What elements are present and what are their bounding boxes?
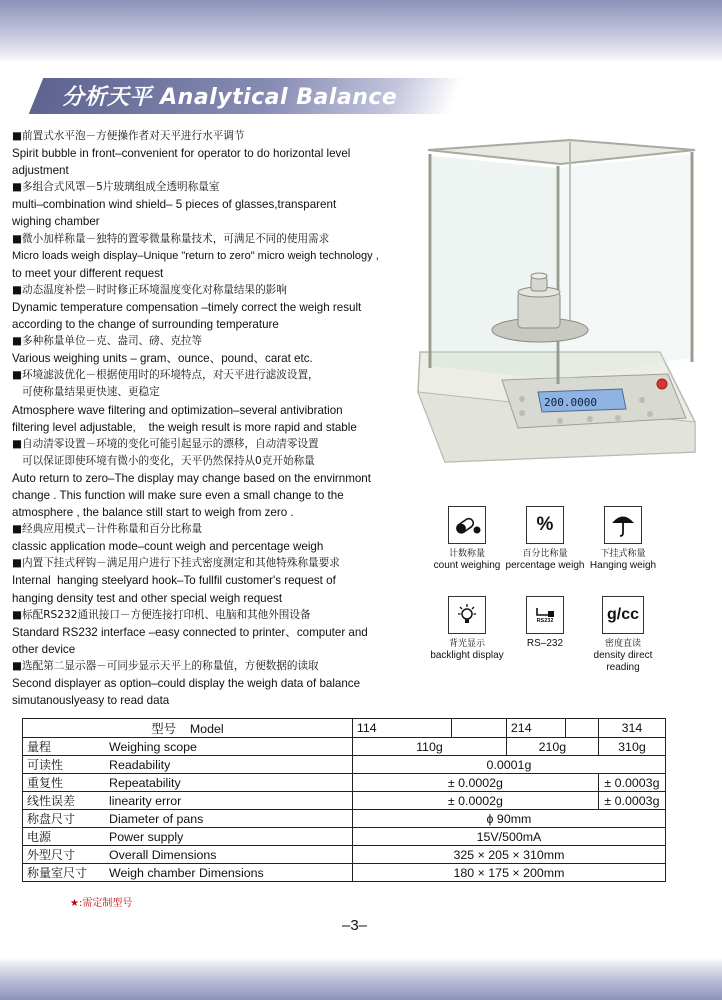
value-cell: 15V/500mA xyxy=(352,828,665,846)
icon-label-cn: 下挂式称量 xyxy=(600,549,646,559)
feature-en: multi–combination wind shield– 5 pieces of glasses,transparent xyxy=(12,198,337,212)
value-cell: ϕ 90mm xyxy=(352,810,665,828)
custom-model-note: ★:需定制型号 xyxy=(70,898,133,909)
feature-en: Atmosphere wave filtering and optimization–several antivibration xyxy=(12,403,343,417)
feature-en: according to the change of surrounding temperature xyxy=(12,318,279,332)
balance-product-image xyxy=(410,122,700,472)
icon-label-en: density direct reading xyxy=(593,650,653,673)
feature-en: Auto return to zero–The display may change based on the envirnmont xyxy=(12,471,371,485)
feature-list xyxy=(12,128,410,709)
feature-en: simutanouslyeasy to read data xyxy=(12,694,170,708)
feature-en: Micro loads weigh display–Unique "return to zero" micro weigh technology , xyxy=(12,249,379,262)
value-cell: ± 0.0003g xyxy=(598,792,665,810)
table-row xyxy=(23,810,666,828)
model-cell: 314 xyxy=(598,719,665,738)
page-title: 分析天平 Analytical Balance xyxy=(62,85,398,110)
table-row xyxy=(23,774,666,792)
feature-cn: ■选配第二显示器－可同步显示天平上的称量值，方便数据的读取 xyxy=(12,659,319,672)
feature-en: Various weighing units – gram、ounce、pound、carat etc. xyxy=(12,352,313,366)
feature-cn: ■环境滤波优化－根据使用时的环境特点，对天平进行滤波设置， xyxy=(12,369,319,382)
row-label: 重复性 Repeatability xyxy=(23,774,353,792)
feature-cn: 可使称量结果更快速、更稳定 xyxy=(22,386,160,399)
table-row xyxy=(23,864,666,882)
icon-percentage-weigh xyxy=(500,506,590,572)
percent-icon: % xyxy=(526,506,564,544)
value-cell: ± 0.0002g xyxy=(352,774,598,792)
icon-backlight-display xyxy=(422,596,512,662)
table-row xyxy=(23,792,666,810)
feature-cn: ■内置下挂式秤钩－满足用户进行下挂式密度测定和其他特殊称量要求 xyxy=(12,557,340,570)
value-cell: 210g xyxy=(506,738,598,756)
feature-cn: 可以保证即使环境有微小的变化，天平仍然保持从0克开始称量 xyxy=(22,454,315,467)
feature-en: Dynamic temperature compensation –timely correct the weigh result xyxy=(12,300,362,314)
rs232-port-icon: RS232 xyxy=(526,596,564,634)
table-row xyxy=(23,846,666,864)
icon-rs232 xyxy=(500,596,590,650)
feature-en: adjustment xyxy=(12,164,69,178)
spacer-cell xyxy=(451,719,506,738)
table-header-row xyxy=(23,719,666,738)
spacer-cell xyxy=(565,719,598,738)
bottom-gradient-band xyxy=(0,958,722,1000)
model-header-cell: 型号 Model xyxy=(23,719,353,738)
icon-label-en: backlight display xyxy=(430,650,504,661)
row-label: 外型尺寸 Overall Dimensions xyxy=(23,846,353,864)
page-number: –3– xyxy=(342,917,368,934)
feature-cn: ■前置式水平泡－方便操作者对天平进行水平调节 xyxy=(12,130,245,142)
feature-en: hanging density test and other special weigh request xyxy=(12,591,283,605)
analytical-balance-illustration xyxy=(410,122,700,472)
row-label: 称量室尺寸 Weigh chamber Dimensions xyxy=(23,864,353,882)
icon-label-en: Hanging weigh xyxy=(589,560,657,571)
count-weighing-icon xyxy=(448,506,486,544)
lightbulb-icon xyxy=(448,596,486,634)
feature-en: change . This function will make sure even a small change to the xyxy=(12,488,344,502)
top-gradient-band xyxy=(0,0,722,62)
value-cell: 180 × 175 × 200mm xyxy=(352,864,665,882)
model-cell: 114 xyxy=(352,719,451,738)
feature-en: other device xyxy=(12,642,76,656)
table-row xyxy=(23,756,666,774)
row-label: 电源 Power supply xyxy=(23,828,353,846)
density-gcc-icon: g/cc xyxy=(602,596,644,634)
row-label: 可读性 Readability xyxy=(23,756,353,774)
value-cell: 325 × 205 × 310mm xyxy=(352,846,665,864)
value-cell: 0.0001g xyxy=(352,756,665,774)
spec-table xyxy=(22,718,666,882)
icon-label-en: percentage weigh xyxy=(505,560,585,571)
icon-label-cn: 背光显示 xyxy=(448,639,485,649)
feature-cn: ■微小加样称量－独特的置零微量称量技术，可满足不同的使用需求 xyxy=(12,232,330,245)
icon-label-cn: 密度直读 xyxy=(604,639,641,649)
model-cell: 214 xyxy=(506,719,565,738)
icon-count-weighing xyxy=(422,506,512,572)
feature-en: Standard RS232 interface –easy connected to printer、computer and xyxy=(12,625,368,639)
icon-hanging-weigh xyxy=(578,506,668,572)
icon-label-en: count weighing xyxy=(433,560,501,571)
value-cell: ± 0.0003g xyxy=(598,774,665,792)
icon-density xyxy=(578,596,668,674)
feature-cn: ■多种称量单位－克、盎司、磅、克拉等 xyxy=(12,335,203,348)
feature-cn: ■标配RS232通讯接口－方便连接打印机、电脑和其他外围设备 xyxy=(12,608,311,621)
feature-en: filtering level adjustable, the weigh result is more rapid and stable xyxy=(12,420,357,434)
icon-label-en: RS–232 xyxy=(526,638,564,649)
feature-cn: ■动态温度补偿－时时修正环境温度变化对称量结果的影响 xyxy=(12,283,287,296)
icon-label-cn: 计数称量 xyxy=(448,549,485,559)
feature-cn: ■自动清零设置－环境的变化可能引起显示的漂移，自动清零设置 xyxy=(12,437,319,450)
row-label: 线性误差 linearity error xyxy=(23,792,353,810)
feature-en: to meet your different request xyxy=(12,266,164,280)
feature-cn: ■经典应用模式－计件称量和百分比称量 xyxy=(12,523,203,536)
lcd-readout: 200.0000 xyxy=(544,396,597,409)
value-cell: 110g xyxy=(352,738,506,756)
feature-en: Spirit bubble in front–convenient for operator to do horizontal level xyxy=(12,147,351,161)
table-row xyxy=(23,738,666,756)
feature-cn: ■多组合式风罩－5片玻璃组成全透明称量室 xyxy=(12,181,220,194)
icon-label-cn: 百分比称量 xyxy=(522,549,568,559)
value-cell: ± 0.0002g xyxy=(352,792,598,810)
feature-en: atmosphere , the balance still start to weigh from zero . xyxy=(12,506,294,520)
feature-en: Internal hanging steelyard hook–To fullfil customer's request of xyxy=(12,574,336,588)
feature-en: classic application mode–count weigh and percentage weigh xyxy=(12,540,324,554)
table-row xyxy=(23,828,666,846)
umbrella-hook-icon xyxy=(604,506,642,544)
feature-en: wighing chamber xyxy=(12,215,100,229)
row-label: 量程 Weighing scope xyxy=(23,738,353,756)
value-cell: 310g xyxy=(598,738,665,756)
feature-en: Second displayer as option–could display the weigh data of balance xyxy=(12,677,361,690)
row-label: 称盘尺寸 Diameter of pans xyxy=(23,810,353,828)
